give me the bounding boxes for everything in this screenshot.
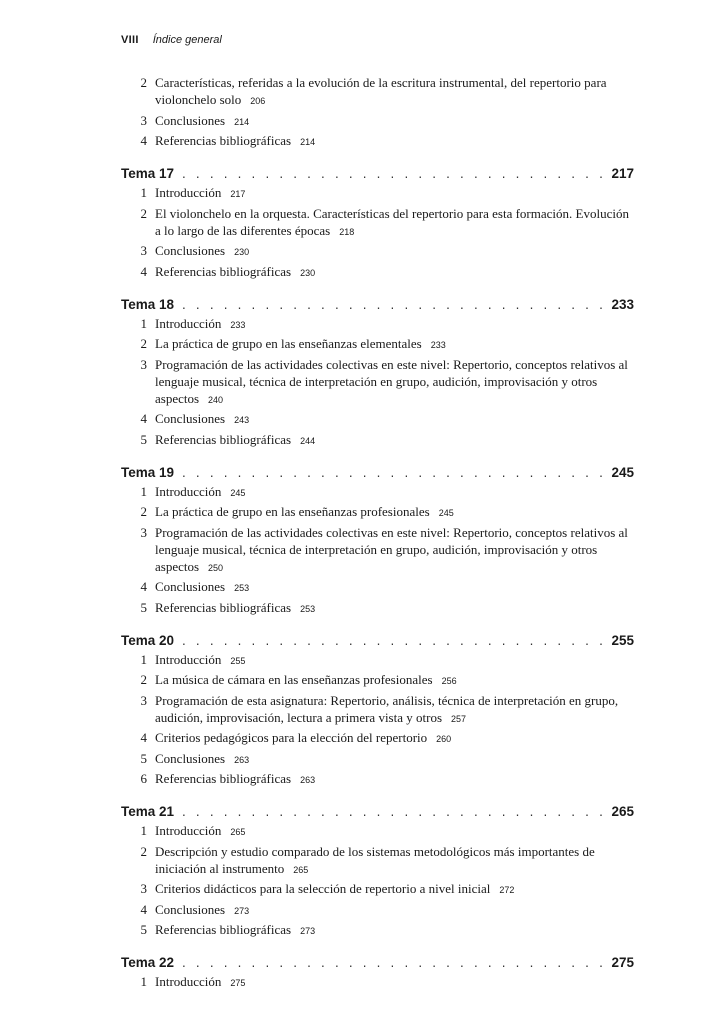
toc-section: [121, 295, 634, 450]
entry-title-text: Conclusiones: [155, 750, 226, 766]
entry-title-text: Conclusiones: [155, 579, 226, 594]
entry-page-number: 233: [230, 319, 246, 330]
entry-title-text: Criterios didácticos para la selección de repertorio a nivel inicial: [155, 881, 491, 896]
entry-number: 2: [140, 75, 147, 90]
entry-page-number: 253: [234, 583, 250, 593]
tema-heading[interactable]: [121, 463, 634, 483]
entry-page-number: 253: [300, 603, 316, 614]
entry-page-number: 233: [430, 340, 446, 350]
entry-number: 4: [140, 901, 147, 917]
entry-title-text: Referencias bibliográficas: [155, 771, 292, 786]
tema-title: Tema 20: [121, 632, 175, 648]
entry-number: 5: [140, 431, 147, 447]
entry-number: 3: [140, 692, 147, 708]
tema-page-number: 275: [611, 955, 634, 970]
entry-page-number: 263: [300, 775, 316, 785]
entry-page-number: 218: [339, 226, 355, 237]
tema-page-number: 233: [611, 296, 634, 312]
entry-page-number: 256: [441, 676, 457, 686]
entry-title: [155, 315, 634, 334]
toc-entry[interactable]: [121, 729, 634, 748]
entry-title-text: La práctica de grupo en las enseñanzas profesionales: [155, 504, 430, 519]
entry-title-text: Conclusiones: [155, 243, 226, 258]
entry-number: 1: [140, 185, 147, 200]
toc-section: [121, 802, 634, 940]
entry-title: [155, 132, 634, 151]
entry-number: 2: [140, 205, 147, 221]
entry-number: 1: [140, 651, 147, 667]
entry-title-text: Introducción: [155, 823, 222, 838]
entry-page-number: 230: [234, 247, 250, 257]
entry-title: [155, 692, 634, 728]
entry-title-text: Introducción: [155, 651, 222, 667]
toc-entry[interactable]: [121, 880, 634, 899]
entry-page-number: 275: [230, 978, 246, 988]
entry-title: [155, 880, 634, 899]
entry-title: [155, 410, 634, 429]
toc-entry[interactable]: [121, 671, 634, 690]
dot-leader: [182, 631, 603, 651]
entry-page-number: 265: [230, 827, 246, 837]
entry-number: 2: [140, 672, 147, 687]
entry-number: 3: [140, 524, 147, 540]
entry-number: 3: [140, 881, 147, 896]
toc-entry[interactable]: [121, 242, 634, 261]
entry-title: [155, 356, 634, 409]
entry-number: 2: [140, 504, 147, 519]
entry-number: 5: [140, 599, 147, 615]
toc-entry[interactable]: [121, 770, 634, 789]
entry-title: [155, 651, 634, 670]
tema-title: Tema 17: [121, 166, 175, 181]
entry-title-text: Programación de las actividades colectivas en este nivel: Repertorio, conceptos relativos al lenguaje musical, técnica de interpretación en grupo, audición, improvisación y otros aspectos: [155, 356, 628, 406]
toc-section-continued: [121, 74, 634, 151]
entry-title: [155, 921, 634, 940]
entry-page-number: 214: [300, 137, 316, 147]
entry-title-text: Introducción: [155, 974, 222, 989]
entry-page-number: 214: [234, 116, 250, 127]
entry-title-text: La música de cámara en las enseñanzas profesionales: [155, 672, 433, 687]
entry-number: 1: [140, 483, 147, 499]
toc-entry[interactable]: [121, 578, 634, 597]
toc-entry[interactable]: [121, 184, 634, 203]
entry-title: [155, 205, 634, 241]
toc-entry[interactable]: [121, 651, 634, 670]
entry-title: [155, 242, 634, 261]
entry-title-text: Referencias bibliográficas: [155, 431, 292, 447]
entry-title-text: Conclusiones: [155, 901, 226, 917]
entry-title-text: Referencias bibliográficas: [155, 263, 292, 279]
entry-page-number: 273: [234, 905, 250, 916]
entry-number: 1: [140, 315, 147, 331]
entry-page-number: 244: [300, 435, 316, 446]
entry-title: [155, 973, 634, 992]
toc-entry[interactable]: [121, 843, 634, 879]
tema-heading[interactable]: [121, 295, 634, 315]
toc-entry[interactable]: [121, 483, 634, 502]
toc-entry[interactable]: [121, 750, 634, 769]
tema-page-number: 265: [611, 804, 634, 819]
entry-title: [155, 503, 634, 522]
entry-title: [155, 483, 634, 502]
entry-title: [155, 599, 634, 618]
entry-number: 3: [140, 112, 147, 128]
entry-title: [155, 843, 634, 879]
tema-title: Tema 22: [121, 955, 175, 970]
toc-entry[interactable]: [121, 503, 634, 522]
toc-entry[interactable]: [121, 431, 634, 450]
entry-title-text: Programación de esta asignatura: Repertorio, análisis, técnica de interpretación en grupo, audición, improvisación, lectura a primera vista y otros: [155, 692, 619, 725]
tema-title: Tema 21: [121, 804, 175, 819]
entry-title-text: Introducción: [155, 185, 222, 200]
entry-title: [155, 263, 634, 282]
entry-title: [155, 74, 634, 110]
entry-title: [155, 750, 634, 769]
entry-number: 5: [140, 750, 147, 766]
entry-page-number: 245: [438, 508, 454, 518]
toc-section: [121, 953, 634, 992]
entry-title-text: Introducción: [155, 483, 222, 499]
toc-entry[interactable]: [121, 315, 634, 334]
entry-title: [155, 184, 634, 203]
entry-number: 4: [140, 730, 147, 745]
entry-page-number: 245: [230, 487, 246, 498]
entry-page-number: 257: [451, 713, 467, 724]
page-number: VIII: [121, 34, 139, 46]
entry-page-number: 206: [250, 96, 266, 106]
entry-page-number: 260: [436, 734, 452, 744]
entry-title: [155, 729, 634, 748]
toc-entry[interactable]: [121, 74, 634, 110]
toc-entry[interactable]: [121, 410, 634, 429]
entry-number: 2: [140, 336, 147, 351]
entry-number: 6: [140, 771, 147, 786]
toc-entry[interactable]: [121, 901, 634, 920]
entry-title-text: Programación de las actividades colectivas en este nivel: Repertorio, conceptos relativos al lenguaje musical, técnica de interpretación en grupo, audición, improvisación y otros aspectos: [155, 524, 628, 574]
toc-entry[interactable]: [121, 921, 634, 940]
entry-title: [155, 671, 634, 690]
toc-entry[interactable]: [121, 132, 634, 151]
entry-number: 3: [140, 356, 147, 372]
entry-title-text: Conclusiones: [155, 112, 226, 128]
entry-title: [155, 578, 634, 597]
dot-leader: [182, 463, 603, 483]
entry-page-number: 255: [230, 655, 246, 666]
toc-entry[interactable]: [121, 356, 634, 409]
entry-number: 4: [140, 411, 147, 426]
entry-page-number: 243: [234, 415, 250, 425]
dot-leader: [182, 295, 603, 315]
tema-title: Tema 18: [121, 296, 175, 312]
table-of-contents: [121, 74, 634, 1005]
entry-title-text: Referencias bibliográficas: [155, 133, 292, 148]
entry-title-text: Características, referidas a la evolución de la escritura instrumental, del repertorio para violonchelo solo: [155, 75, 607, 107]
tema-heading[interactable]: [121, 164, 634, 184]
entry-title: [155, 431, 634, 450]
dot-leader: [182, 802, 603, 822]
entry-title: [155, 112, 634, 131]
entry-page-number: 230: [300, 267, 316, 278]
entry-title-text: Criterios pedagógicos para la elección del repertorio: [155, 730, 428, 745]
entry-title: [155, 335, 634, 354]
running-title: Índice general: [152, 34, 222, 46]
entry-page-number: 240: [208, 394, 224, 405]
entry-number: 4: [140, 133, 147, 148]
dot-leader: [182, 953, 603, 973]
entry-title-text: Conclusiones: [155, 411, 226, 426]
entry-page-number: 250: [208, 562, 224, 573]
entry-number: 4: [140, 579, 147, 594]
entry-page-number: 273: [300, 926, 316, 936]
toc-entry[interactable]: [121, 692, 634, 728]
entry-title: [155, 822, 634, 841]
tema-page-number: 255: [611, 632, 634, 648]
toc-section: [121, 164, 634, 282]
entry-number: 3: [140, 243, 147, 258]
entry-number: 2: [140, 843, 147, 859]
toc-section: [121, 463, 634, 618]
toc-entry[interactable]: [121, 112, 634, 131]
entry-page-number: 265: [293, 864, 309, 875]
entry-title-text: Introducción: [155, 315, 222, 331]
entry-number: 1: [140, 974, 147, 989]
entry-title-text: El violonchelo en la orquesta. Características del repertorio para esta formación. Evolución a lo largo de las diferentes épocas: [155, 205, 629, 238]
entry-page-number: 272: [499, 885, 515, 895]
tema-heading[interactable]: [121, 802, 634, 822]
entry-title: [155, 901, 634, 920]
entry-page-number: 217: [230, 189, 246, 199]
tema-title: Tema 19: [121, 464, 175, 480]
tema-heading[interactable]: [121, 953, 634, 973]
toc-entry[interactable]: [121, 599, 634, 618]
entry-title-text: Descripción y estudio comparado de los sistemas metodológicos más importantes de iniciación al instrumento: [155, 843, 595, 876]
toc-entry[interactable]: [121, 205, 634, 241]
entry-number: 1: [140, 823, 147, 838]
toc-entry[interactable]: [121, 822, 634, 841]
entry-page-number: 263: [234, 754, 250, 765]
tema-page-number: 217: [611, 166, 634, 181]
entry-number: 4: [140, 263, 147, 279]
dot-leader: [182, 164, 603, 184]
tema-page-number: 245: [611, 464, 634, 480]
entry-number: 5: [140, 922, 147, 937]
toc-entry[interactable]: [121, 524, 634, 577]
entry-title-text: Referencias bibliográficas: [155, 922, 292, 937]
tema-heading[interactable]: [121, 631, 634, 651]
toc-entry[interactable]: [121, 973, 634, 992]
entry-title-text: Referencias bibliográficas: [155, 599, 292, 615]
toc-entry[interactable]: [121, 263, 634, 282]
page-header: [121, 34, 222, 50]
toc-section: [121, 631, 634, 790]
entry-title: [155, 524, 634, 577]
toc-entry[interactable]: [121, 335, 634, 354]
entry-title: [155, 770, 634, 789]
entry-title-text: La práctica de grupo en las enseñanzas elementales: [155, 336, 422, 351]
